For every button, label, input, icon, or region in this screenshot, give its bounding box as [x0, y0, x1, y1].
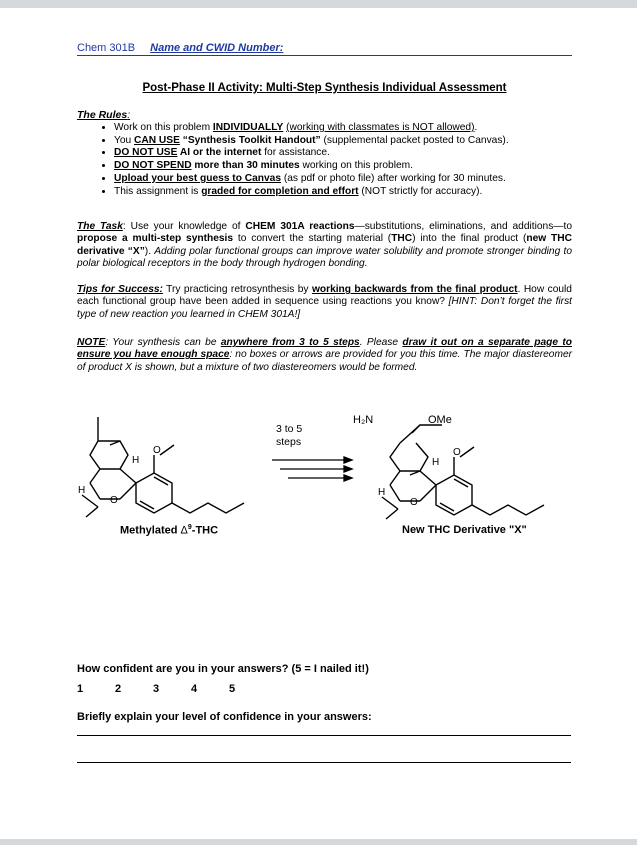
scale-option[interactable]: 4 [191, 683, 198, 695]
rule-item: • This assignment is graded for completion and effort (NOT strictly for accuracy). [114, 186, 592, 199]
scale-option[interactable]: 1 [77, 683, 84, 695]
rule-item: • DO NOT SPEND more than 30 minutes working on this problem. [114, 160, 592, 173]
amine-label: H₂N [353, 414, 374, 426]
rule-item: • DO NOT USE AI or the internet for assistance. [114, 147, 592, 160]
oxygen-label: O [153, 445, 161, 456]
reaction-arrows [272, 457, 352, 481]
document-page [0, 8, 637, 839]
rules-heading: The Rules: [77, 109, 131, 121]
note-paragraph: NOTE: Your synthesis can be anywhere from 3 to 5 steps. Please draw it out on a separate page to ensure you have enough space: no boxes or arrows are provided for you this time. The major diastereomer of product X is shown, but a mixture of two diastereomers would be formed. [77, 337, 573, 373]
task-paragraph: The Task: Use your knowledge of CHEM 301A reactions—substitutions, eliminations, and additions—to propose a multi-step synthesis to convert the starting material (THC) into the final product (new THC derivative “X”). Adding polar functional groups can improve water solubility and promote stronger binding to polar biological receptors in the body through hydrogen bonding. [77, 221, 572, 269]
confidence-question: How confident are you in your answers? (5 = I nailed it!) [77, 663, 369, 675]
explain-prompt: Briefly explain your level of confidence in your answers: [77, 711, 372, 723]
confidence-scale [77, 683, 267, 695]
rule-item: • Upload your best guess to Canvas (as pdf or photo file) after working for 30 minutes. [114, 173, 592, 186]
product-caption: New THC Derivative "X" [402, 524, 527, 536]
rule-item: • You CAN USE “Synthesis Toolkit Handout” (supplemental packet posted to Canvas). [114, 135, 592, 148]
starting-material-structure [82, 417, 244, 517]
scale-option[interactable]: 3 [153, 683, 160, 695]
starting-material-caption: Methylated $\Delta^9$-THC [120, 524, 219, 537]
name-cwid-field[interactable]: Name and CWID Number: [150, 42, 284, 54]
hydrogen-label: H [78, 485, 86, 496]
tips-paragraph: Tips for Success: Try practicing retrosynthesis by working backwards from the final product. How could each functional group have been added in sequence using reactions you know? [HINT: Don’t forget the first type of new reaction you learned in CHEM 301A!] [77, 284, 573, 320]
page-title: Post-Phase II Activity: Multi-Step Synthesis Individual Assessment [142, 82, 507, 94]
course-code: Chem 301B [77, 42, 136, 54]
hydrogen-label: H [432, 457, 440, 468]
answer-line[interactable] [77, 735, 571, 736]
reaction-scheme [60, 403, 580, 523]
methoxy-label: OMe [428, 414, 452, 426]
hydrogen-label: H [132, 455, 140, 466]
ring-oxygen-label: O [110, 495, 118, 506]
viewer-top-bar [0, 0, 637, 8]
rule-item: • Work on this problem INDIVIDUALLY (working with classmates is NOT allowed). [114, 122, 592, 135]
hydrogen-label: H [378, 487, 386, 498]
steps-label: 3 to 5 steps [276, 423, 303, 448]
ring-oxygen-label: O [410, 497, 418, 508]
viewer-bottom-bar [0, 839, 637, 845]
scale-option[interactable]: 5 [229, 683, 236, 695]
scale-option[interactable]: 2 [115, 683, 122, 695]
answer-line[interactable] [77, 762, 571, 763]
header-line [77, 42, 572, 56]
oxygen-label: O [453, 447, 461, 458]
rules-list [98, 122, 592, 198]
product-structure [382, 425, 544, 519]
